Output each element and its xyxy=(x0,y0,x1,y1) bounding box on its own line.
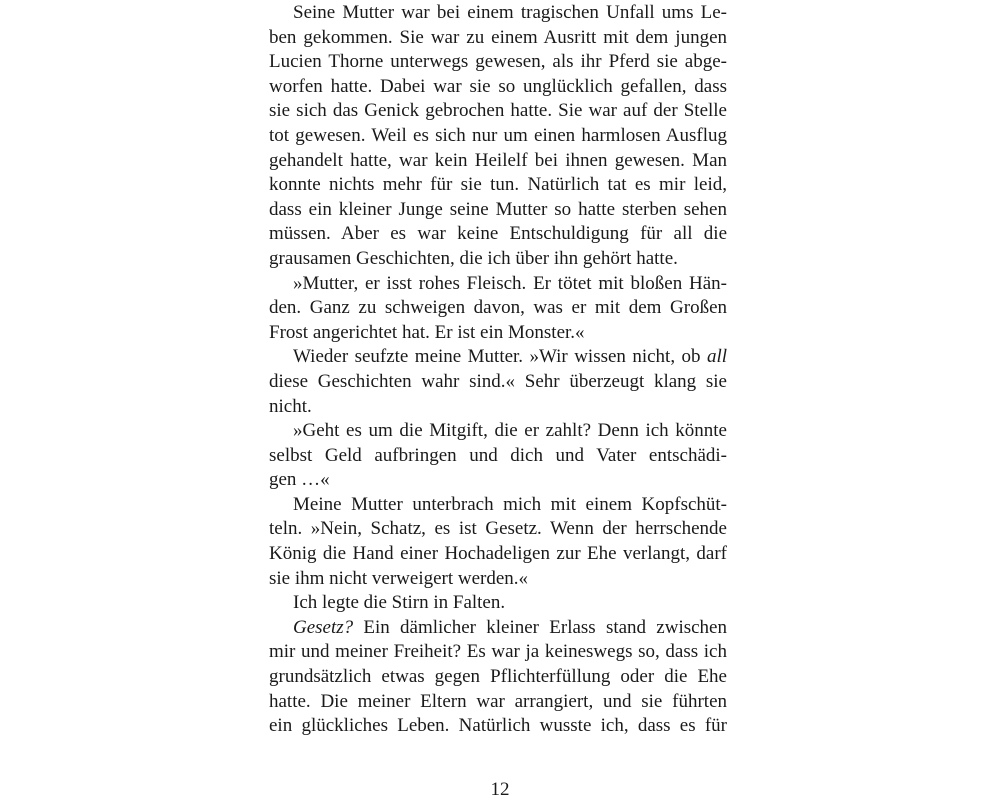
text-line: König die Hand einer Hochadeligen zur Ehe verlangt, darf xyxy=(269,543,727,565)
text-line: gehandelt hatte, war kein Heilelf bei ihnen gewesen. Man xyxy=(269,149,727,171)
text-line: ben gekommen. Sie war zu einem Ausritt mit dem jungen xyxy=(269,26,727,48)
text-line: hatte. Die meiner Eltern war arrangiert, und sie führten xyxy=(269,690,727,712)
text-line: diese Geschichten wahr sind.« Sehr überzeugt klang sie xyxy=(269,370,727,392)
text-line: Frost angerichtet hat. Er ist ein Monster.« xyxy=(269,321,585,343)
text-line xyxy=(269,616,727,641)
text-line xyxy=(269,345,727,370)
emphasis-text: Gesetz? xyxy=(293,616,354,638)
text-line: worfen hatte. Dabei war sie so unglücklich gefallen, dass xyxy=(269,75,727,97)
emphasis-text: all xyxy=(706,346,727,368)
text-line: ein glückliches Leben. Natürlich wusste ich, dass es für xyxy=(269,715,727,737)
body-text xyxy=(269,1,727,739)
text-line: Lucien Thorne unterwegs gewesen, als ihr Pferd sie abge- xyxy=(269,51,727,73)
text-segment: Ein dämlicher kleiner Erlass stand zwischen xyxy=(353,616,727,638)
text-line: den. Ganz zu schweigen davon, was er mit dem Großen xyxy=(269,297,727,319)
text-line: sie sich das Genick gebrochen hatte. Sie war auf der Stelle xyxy=(269,100,727,122)
text-line: »Mutter, er isst rohes Fleisch. Er tötet mit bloßen Hän- xyxy=(293,272,727,294)
text-line: konnte nichts mehr für sie tun. Natürlich tat es mir leid, xyxy=(269,174,727,196)
text-line: Ich legte die Stirn in Falten. xyxy=(293,592,506,614)
text-line: sie ihm nicht verweigert werden.« xyxy=(269,567,529,589)
text-line: tot gewesen. Weil es sich nur um einen harmlosen Ausflug xyxy=(269,124,727,146)
text-line: Meine Mutter unterbrach mich mit einem Kopfschüt- xyxy=(293,493,727,515)
text-line: grausamen Geschichten, die ich über ihn gehört hatte. xyxy=(269,247,678,269)
text-line: teln. »Nein, Schatz, es ist Gesetz. Wenn der herrschende xyxy=(269,518,727,540)
page-number: 12 xyxy=(490,779,510,800)
text-line: Seine Mutter war bei einem tragischen Unfall ums Le- xyxy=(293,2,727,23)
text-line: mir und meiner Freiheit? Es war ja keineswegs so, dass ich xyxy=(269,641,727,663)
text-line: selbst Geld aufbringen und dich und Vater entschädi- xyxy=(269,444,727,466)
text-line: grundsätzlich etwas gegen Pflichterfüllung oder die Ehe xyxy=(269,666,727,688)
text-line: gen …« xyxy=(269,469,330,491)
text-segment: Wieder seufzte meine Mutter. »Wir wissen nicht, ob xyxy=(293,346,707,368)
text-line: nicht. xyxy=(269,395,312,417)
text-line: dass ein kleiner Junge seine Mutter so hatte sterben sehen xyxy=(269,198,727,220)
text-line: müssen. Aber es war keine Entschuldigung für all die xyxy=(269,223,727,245)
text-line: »Geht es um die Mitgift, die er zahlt? Denn ich könnte xyxy=(293,420,727,442)
